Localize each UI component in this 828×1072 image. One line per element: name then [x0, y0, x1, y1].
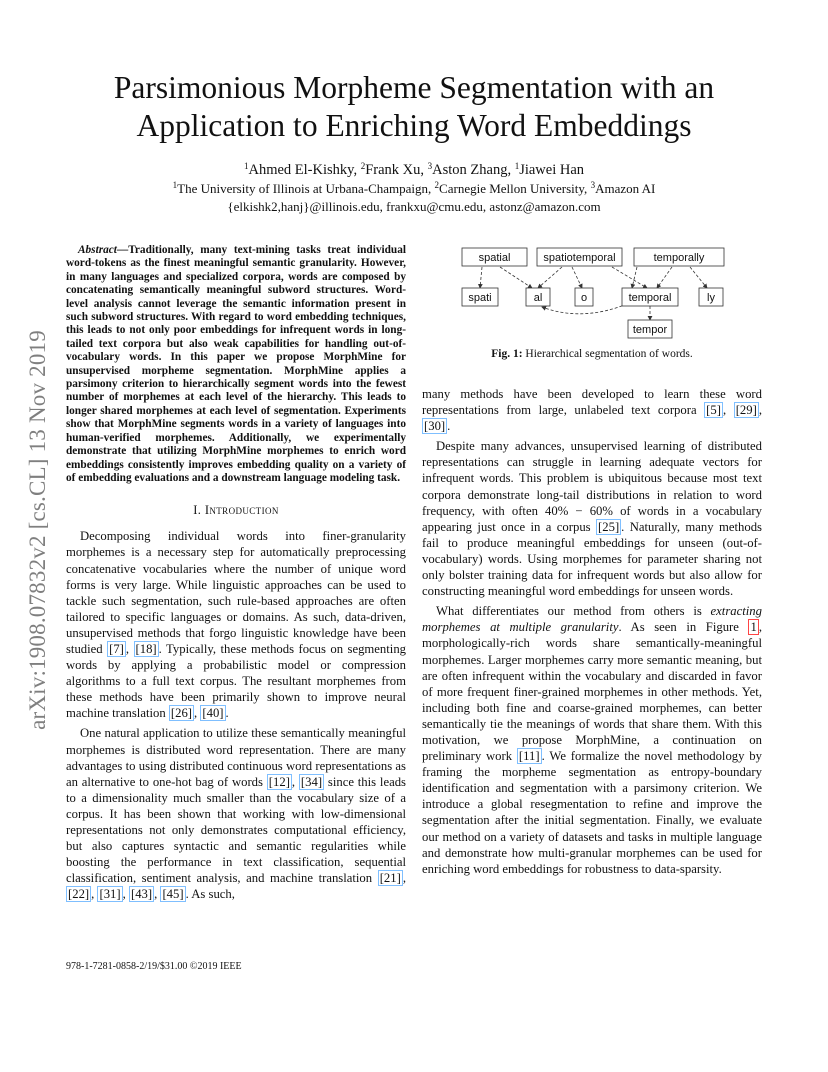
svg-text:temporally: temporally — [653, 252, 705, 264]
svg-text:ly: ly — [707, 292, 715, 304]
intro-paragraph-1: Decomposing individual words into finer-granularity morphemes is a necessary step for automatically preprocessing concatenative vocabularies where the number of unique word forms is very large. While linguistic approaches can be used to tackle such segmentation, such rule-based approaches are often tailored to specific languages or domains. As such, data-driven, unsupervised methods that forgo linguistic knowledge have been studied [7] , [18] . Typically, these methods focus on segmenting words by applying a probabilistic model or compression algorithms to a full text corpus. The resultant morphemes from these methods have been primarily shown to improve neural machine translation [26] , [40] . — [66, 529, 407, 721]
author-name: Frank Xu, — [365, 162, 425, 178]
citation-link[interactable]: [43] — [130, 887, 153, 902]
citation-link[interactable]: [45] — [162, 887, 184, 902]
citation-link[interactable]: [29] — [735, 403, 757, 418]
abstract — [66, 244, 406, 485]
svg-text:al: al — [533, 292, 543, 304]
diagram-node — [526, 288, 550, 306]
author-emails: {elkishk2,hanj}@illinois.edu, frankxu@cmu.edu, astonz@amazon.com — [227, 199, 601, 214]
diagram-node — [699, 288, 723, 306]
right-column — [422, 244, 762, 881]
diagram-node — [628, 320, 672, 338]
diagram-node — [622, 288, 678, 306]
paper-title: Parsimonious Morpheme Segmentation with an Application to Enriching Word Embeddings — [113, 70, 715, 143]
citation-link[interactable]: [31] — [99, 887, 121, 902]
diagram-node — [575, 288, 593, 306]
svg-text:o: o — [580, 292, 588, 304]
diagram-node — [537, 248, 622, 266]
diagram-node — [462, 248, 527, 266]
citation-link[interactable]: [18] — [135, 641, 157, 656]
segmentation-diagram — [422, 244, 762, 344]
author-list: $^1$Ahmed El-Kishky, $^2$Frank Xu, $^3$Aston Zhang, $^1$Jiawei Han — [243, 161, 585, 178]
author-name: Jiawei Han — [519, 162, 585, 178]
affiliation-list: $^1$The University of Illinois at Urbana-Champaign, $^2$Carnegie Mellon University, $^3$Amazon AI — [172, 180, 656, 196]
citation-link[interactable]: [34] — [300, 774, 323, 789]
right-paragraph-0: many methods have been developed to learn these word representations from large, unlabeled text corpora [5] , [29] , [30] . — [422, 387, 763, 434]
citation-link[interactable]: [12] — [268, 774, 290, 789]
arxiv-sidebar-stamp — [27, 280, 49, 780]
intro-paragraph-2: One natural application to utilize these semantically meaningful morphemes is distributed word representation. There are many advantages to using distributed continuous word representations as an alternative to one-hot bag of words [12] , [34] since this leads to a dimensionality much smaller than the vocabulary size of a corpus. It has been shown that working with low-dimensional representations not only demonstrates computational efficiency, but also captures syntactic and semantic regularities while boosting the performance in text classification, sequential classification, sentiment analysis, and machine translation [21] , [22] , [31] , [43] , [45] . As such, — [66, 726, 406, 902]
citation-link[interactable]: [30] — [424, 419, 446, 434]
figure-caption — [422, 347, 762, 361]
diagram-node — [462, 288, 498, 306]
svg-text:tempor: tempor — [632, 324, 668, 336]
citation-link[interactable]: [7] — [109, 641, 124, 656]
svg-text:spati: spati — [468, 292, 492, 304]
citation-link[interactable]: [21] — [379, 871, 401, 886]
caption-text: Hierarchical segmentation of words. — [522, 348, 693, 360]
citation-link[interactable]: [11] — [518, 749, 540, 764]
caption-label: Fig. 1: — [491, 348, 523, 360]
citation-link[interactable]: [26] — [170, 706, 193, 721]
left-column — [66, 244, 406, 906]
right-paragraph-1: Despite many advances, unsupervised learning of distributed representations can struggle in learning adequate vectors for infrequent words. This problem is ubiquitous because most text corpora demonstrate long-tail distributions in relation to word frequency, with often 40% − 60% of words in a vocabulary appearing just once in a corpus [25] . Naturally, many methods fail to produce meaningful embeddings for unseen (out-of-vocabulary) words. Using morphemes for parameter sharing not only bolster training data for infrequent words but also allow for constructing meaningful word embeddings for unseen words. — [422, 439, 762, 599]
arxiv-id: arXiv:1908.07832v2 [cs.CL] 13 Nov 2019 — [25, 330, 50, 730]
abstract-text: —Traditionally, many text-mining tasks treat individual word-tokens as the finest meaningful semantic granularity. However, in many languages and specialized corpora, words are composed by concatenating semantically meaningful subword structures. Word-level analysis cannot leverage the semantic information present in such subword structures. With regard to word embedding techniques, this leads to not only poor embeddings for infrequent words in long-tailed text corpora but also weak capabilities for handling out-of-vocabulary words. In this paper we propose MorphMine for unsupervised morpheme segmentation. MorphMine applies a parsimony criterion to hierarchically segment words into the fewest number of morphemes at each level of the hierarchy. This leads to longer shared morphemes at each level of segmentation. Experiments show that MorphMine segments words in a variety of languages into human-verified morphemes. Additionally, we experimentally demonstrate that utilizing MorphMine morphemes to enrich word embeddings consistently improves embedding quality on a variety of of embedding evaluations and a downstream language modeling task. — [66, 244, 406, 484]
svg-text:temporal: temporal — [628, 292, 672, 304]
affiliation: Amazon AI — [595, 181, 656, 196]
author-name: Ahmed El-Kishky, — [248, 162, 358, 178]
svg-text:spatiotemporal: spatiotemporal — [543, 252, 616, 264]
author-name: Aston Zhang, — [432, 162, 512, 178]
citation-link[interactable]: [22] — [68, 887, 90, 902]
citation-link[interactable]: [40] — [202, 706, 224, 721]
svg-text:spatial: spatial — [478, 252, 511, 264]
math-range: 40% − 60% — [545, 503, 613, 518]
copyright-footer: 978-1-7281-0858-2/19/$31.00 ©2019 IEEE — [66, 961, 242, 972]
figure-1 — [422, 244, 762, 360]
section-heading-introduction: I. Introduction — [193, 503, 279, 518]
affiliation: The University of Illinois at Urbana-Champaign, — [177, 181, 432, 196]
citation-link[interactable]: [5] — [706, 403, 721, 418]
figure-reference-link[interactable]: 1 — [750, 620, 757, 635]
diagram-node — [634, 248, 724, 266]
affiliation: Carnegie Mellon University, — [439, 181, 588, 196]
citation-link[interactable]: [25] — [598, 519, 620, 534]
abstract-label: Abstract — [78, 244, 117, 256]
emphasis-text: extracting morphemes at multiple granularity — [422, 604, 762, 635]
right-paragraph-2: What differentiates our method from others is extracting morphemes at multiple granularity. As seen in Figure 1 , morphologically-rich words share semantically-meaningful morphemes. Larger morphemes carry more semantic meaning, but are often infrequent within the vocabulary and discarded in favor of more frequent finer-grained morphemes in other methods. Yet, including both fine and coarse-grained morphemes, can better semantically tie the meanings of words that share them. With this motivation, we propose MorphMine, a continuation on preliminary work [11] . We formalize the novel methodology by framing the morpheme segmentation as entropy-boundary identification and segmentation with a parsimony criterion. We introduce a global resegmentation to refine and improve the segmentation after the initial segmentation. Finally, we evaluate our method on a variety of datasets and tasks in multiple language and demonstrate how multi-granular morphemes can be used for enriching word embeddings for robustness to data-sparsity. — [422, 604, 762, 876]
